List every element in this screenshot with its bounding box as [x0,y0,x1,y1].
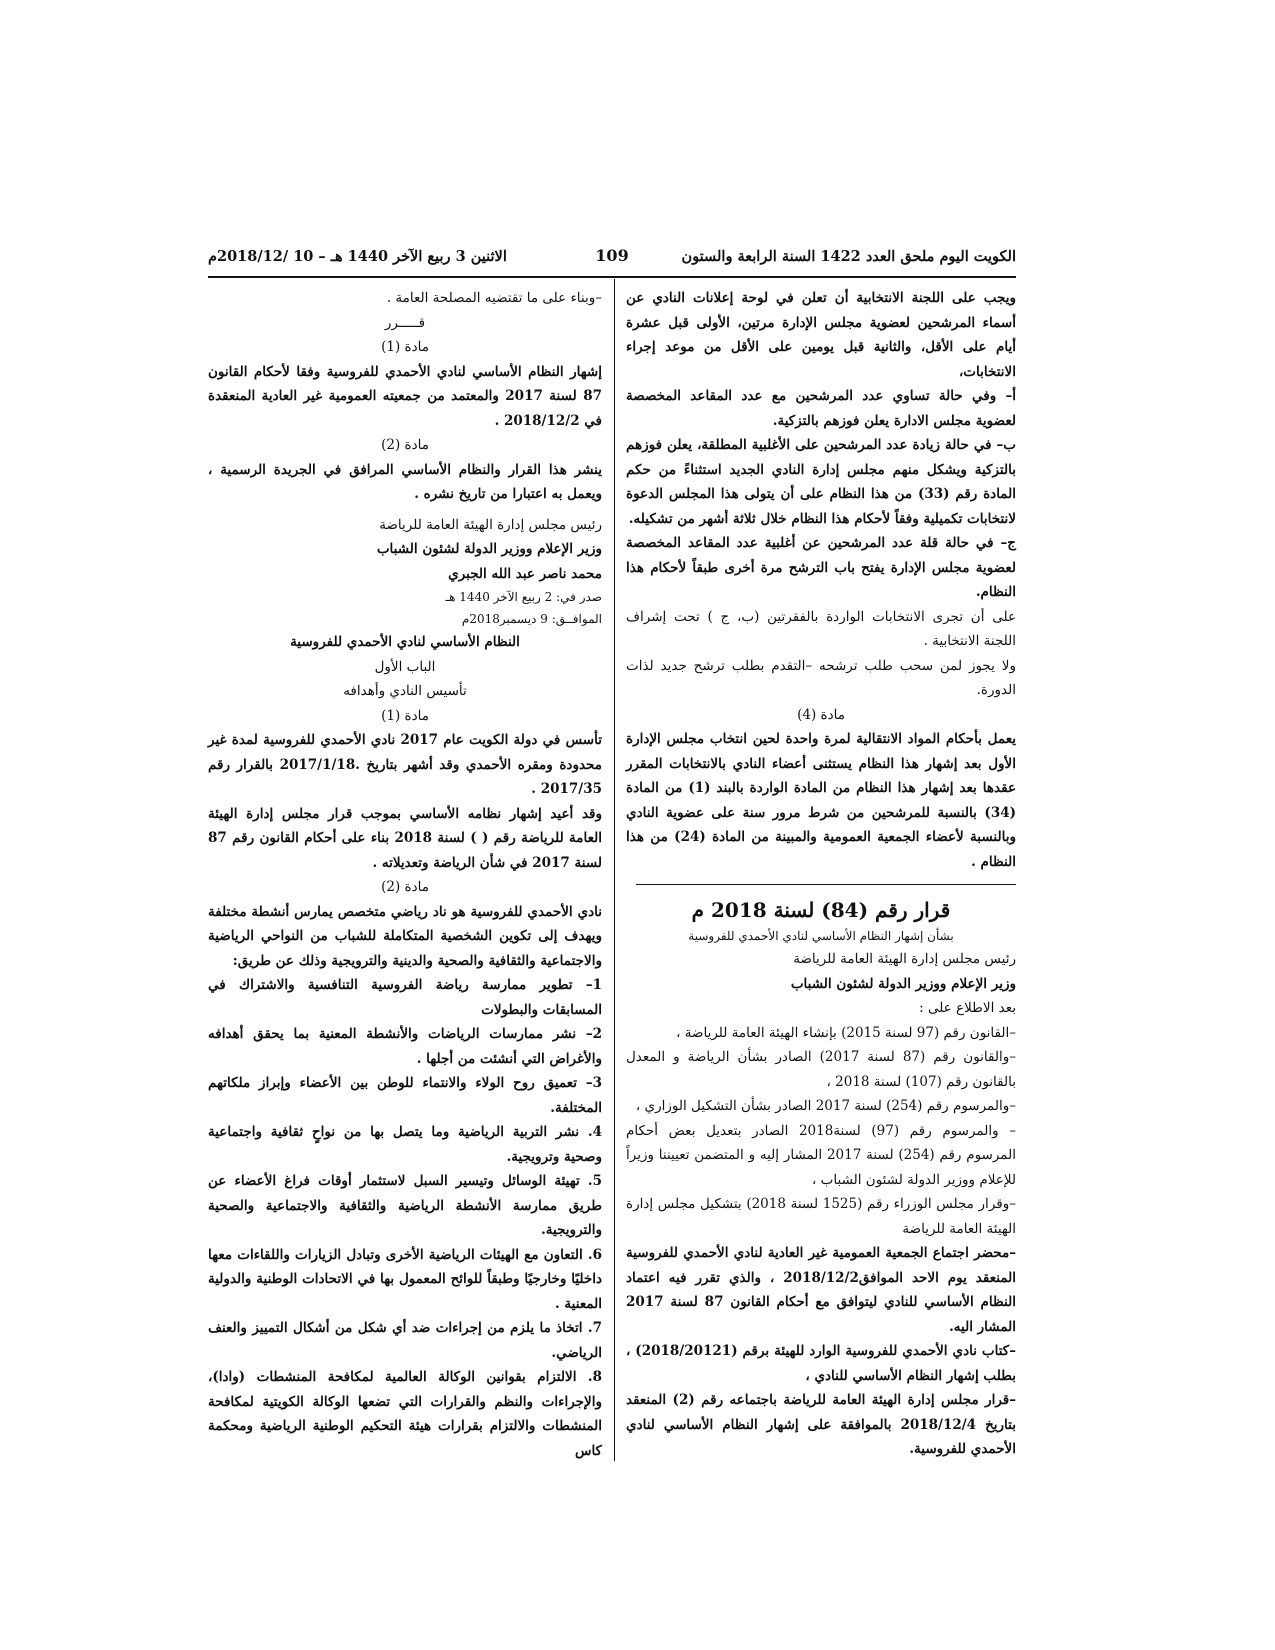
left-column [208,286,602,1463]
header-divider [208,276,1016,278]
article-heading: مادة (2) [381,437,429,453]
decision-preamble: بعد الاطلاع على : [919,1000,1016,1016]
preamble-item: –وقرار مجلس الوزراء رقم (1525 لسنة 2018) بتشكيل مجلس إدارة الهيئة العامة للرياضة [626,1196,1016,1237]
goal-item: 6. التعاون مع الهيئات الرياضية الأخرى وتبادل الزيارات واللقاءات معها داخليًا وخارجيًا وطبقاً للوائح المعمول بها في الاتحادات الوطنية والدولية المعنية . [208,1246,602,1312]
goal-item: 5. تهيئة الوسائل وتيسير السبل لاستثمار أوقات فراغ الأعضاء عن طريق ممارسة الأنشطة الرياضية والثقافية والاجتماعية والصحية والترويجية. [208,1173,602,1238]
preamble-item: –القانون رقم (97 لسنة 2015) بإنشاء الهيئة العامة للرياضة ، [676,1024,1016,1041]
column-divider [614,279,615,1461]
preamble-item: –محضر اجتماع الجمعية العمومية غير العادية لنادي الأحمدي للفروسية المنعقد يوم الاحد الموافق2018/12/2 ، والذي تقرر فيه اعتماد النظام الأساسي للنادي ليتوافق مع أحكام القانون 87 لسنة 2017 المشار اليه. [626,1245,1016,1335]
decision-issuer: رئيس مجلس إدارة الهيئة العامة للرياضة [793,951,1016,967]
right-column [626,286,1016,1462]
page-header [208,248,1016,272]
issue-date-hijri: صدر في: 2 ربيع الآخر 1440 هـ [445,590,602,604]
article-text: إشهار النظام الأساسي لنادي الأحمدي للفروسية وفقا لأحكام القانون 87 لسنة 2017 والمعتمد من جمعيته العمومية غير العادية المنعقدة في 2018/12/2 . [208,363,602,429]
header-date: الاثنين 3 ربيع الآخر 1440 هـ – 10 /2018/12م [208,248,507,265]
page-number: 109 [595,246,629,265]
goal-item: 4. نشر التربية الرياضية وما يتصل بها من نواحٍ ثقافية واجتماعية وصحية وترويجية. [208,1124,602,1165]
preamble-item: –والقانون رقم (87 لسنة 2017) الصادر بشأن الرياضة و المعدل بالقانون رقم (107) لسنة 2018 ، [626,1049,1016,1090]
goal-item: 8. الالتزام بقوانين الوكالة العالمية لمكافحة المنشطات (وادا)، والإجراءات والنظم والقرارات التي تضعها الوكالة الكويتية لمكافحة المنشطات والالتزام بقرارات هيئة التحكيم الوطنية الرياضية ومحكمة كاس [208,1369,602,1459]
paragraph: ج– في حالة قلة عدد المرشحين عن أغلبية عدد المقاعد المخصصة لعضوية مجلس الإدارة يفتح باب الترشح مرة أخرى طبقاً لأحكام هذا النظام. [626,535,1016,600]
paragraph: أ– وفي حالة تساوي عدد المرشحين مع عدد المقاعد المخصصة لعضوية مجلس الادارة يعلن فوزهم بالتزكية. [626,388,1016,429]
decision-subtitle: بشأن إشهار النظام الأساسي لنادي الأحمدي للفروسية [688,929,954,943]
intro-clause: –وبناء على ما تقتضيه المصلحة العامة . [386,290,602,306]
article-text: نادي الأحمدي للفروسية هو ناد رياضي متخصص يمارس أنشطة مختلفة ويهدف إلى تكوين الشخصية المتكاملة للشباب من النواحي الرياضية والاجتماعية والثقافية والصحية والدينية والترويجية وذلك عن طريق: [208,903,602,969]
signatory-title: وزير الإعلام ووزير الدولة لشئون الشباب [376,541,602,557]
issue-date-gregorian: الموافــق: 9 ديسمبر2018م [461,612,602,626]
goal-item: 3– تعميق روح الولاء والانتماء للوطن بين الأعضاء وإبراز ملكاتهم المختلفة. [208,1075,602,1116]
header-publication: الكويت اليوم ملحق العدد 1422 السنة الرابعة والستون [681,248,1016,265]
signatory-name: محمد ناصر عبد الله الجبري [448,565,602,582]
article-text: ينشر هذا القرار والنظام الأساسي المرافق في الجريدة الرسمية ، ويعمل به اعتبارا من تاريخ نشره . [208,461,602,502]
goal-item: 1– تطوير ممارسة رياضة الفروسية التنافسية والاشتراك في المسابقات والبطولات [208,977,602,1018]
preamble-item: –كتاب نادي الأحمدي للفروسية الوارد للهيئة برقم (2018/20121) ، بطلب إشهار النظام الأساسي للنادي ، [626,1343,1016,1384]
preamble-item: – والمرسوم رقم (97) لسنة2018 الصادر بتعديل بعض أحكام المرسوم رقم (254) لسنة 2017 المشار إليه و المتضمن تعييننا وزيراً للإعلام ووزير الدولة لشئون الشباب ، [626,1122,1016,1188]
decision-title: قرار رقم (84) لسنة 2018 م [691,898,951,922]
section-divider [636,884,1016,885]
goal-item: 7. اتخاذ ما يلزم من إجراءات ضد أي شكل من أشكال التمييز والعنف الرياضي. [208,1320,602,1361]
decision-issuer: وزير الإعلام ووزير الدولة لشئون الشباب [790,975,1016,992]
statute-title: النظام الأساسي لنادي الأحمدي للفروسية [290,634,520,650]
article-heading: مادة (4) [797,706,845,723]
paragraph: على أن تجرى الانتخابات الواردة بالفقرتين (ب، ج ) تحت إشراف اللجنة الانتخابية . [626,608,1016,649]
article-heading: مادة (2) [381,879,429,895]
article-text: وقد أعيد إشهار نظامه الأساسي بموجب قرار مجلس إدارة الهيئة العامة للرياضة رقم ( ) لسنة 2018 بناء على أحكام القانون رقم 87 لسنة 2017 في شأن الرياضة وتعديلاته . [208,805,603,871]
article-heading: مادة (1) [381,339,429,355]
article-heading: مادة (1) [381,707,429,724]
paragraph: ب– في حالة زيادة عدد المرشحين على الأغلبية المطلقة، يعلن فوزهم بالتزكية ويشكل منهم مجلس إدارة النادي الجديد استثناءً من حكم المادة رقم (33) من هذا النظام على أن يتولى هذا المجلس الدعوة لانتخابات تكميلية وفقاً لأحكام هذا النظام خلال ثلاثة أشهر من تشكيله. [626,437,1016,527]
goal-item: 2– نشر ممارسات الرياضات والأنشطة المعنية بما يحقق أهدافه والأغراض التي أنشئت من أجلها . [208,1026,602,1067]
decided-heading: قـــــرر [384,314,426,331]
paragraph: يعمل بأحكام المواد الانتقالية لمرة واحدة لحين انتخاب مجلس الإدارة الأول بعد إشهار هذا النظام يستثنى أعضاء النادي بالانتخابات المقرر عقدها بعد إشهار هذا النظام من المادة الواردة بالبند (1) من المادة (34) بالنسبة للمرشحين من شرط مرور سنة على عضوية النادي وبالنسبة لأعضاء الجمعية العمومية والمبينة من المادة (24) من هذا النظام . [626,731,1016,870]
paragraph: ولا يجوز لمن سحب طلب ترشحه –التقدم بطلب ترشح جديد لذات الدورة. [626,657,1016,698]
chapter-title: تأسيس النادي وأهدافه [343,683,467,699]
signatory-title: رئيس مجلس إدارة الهيئة العامة للرياضة [379,516,602,533]
chapter-heading: الباب الأول [374,658,436,675]
preamble-item: –قرار مجلس إدارة الهيئة العامة للرياضة باجتماعه رقم (2) المنعقد بتاريخ 2018/12/4 بالموافقة على إشهار النظام الأساسي لنادي الأحمدي للفروسية. [626,1392,1016,1457]
preamble-item: –والمرسوم رقم (254) لسنة 2017 الصادر بشأن التشكيل الوزاري ، [635,1098,1016,1114]
article-text: تأسس في دولة الكويت عام 2017 نادي الأحمدي للفروسية لمدة غير محدودة ومقره الأحمدي وقد أشهر بتاريخ .2017/1/18 بالقرار رقم 2017/35 . [208,732,602,797]
paragraph: ويجب على اللجنة الانتخابية أن تعلن في لوحة إعلانات النادي عن أسماء المرشحين لعضوية مجلس الإدارة مرتين، الأولى قبل عشرة أيام على الأقل، والثانية قبل يومين على الأقل من موعد إجراء الانتخابات، [626,290,1016,380]
